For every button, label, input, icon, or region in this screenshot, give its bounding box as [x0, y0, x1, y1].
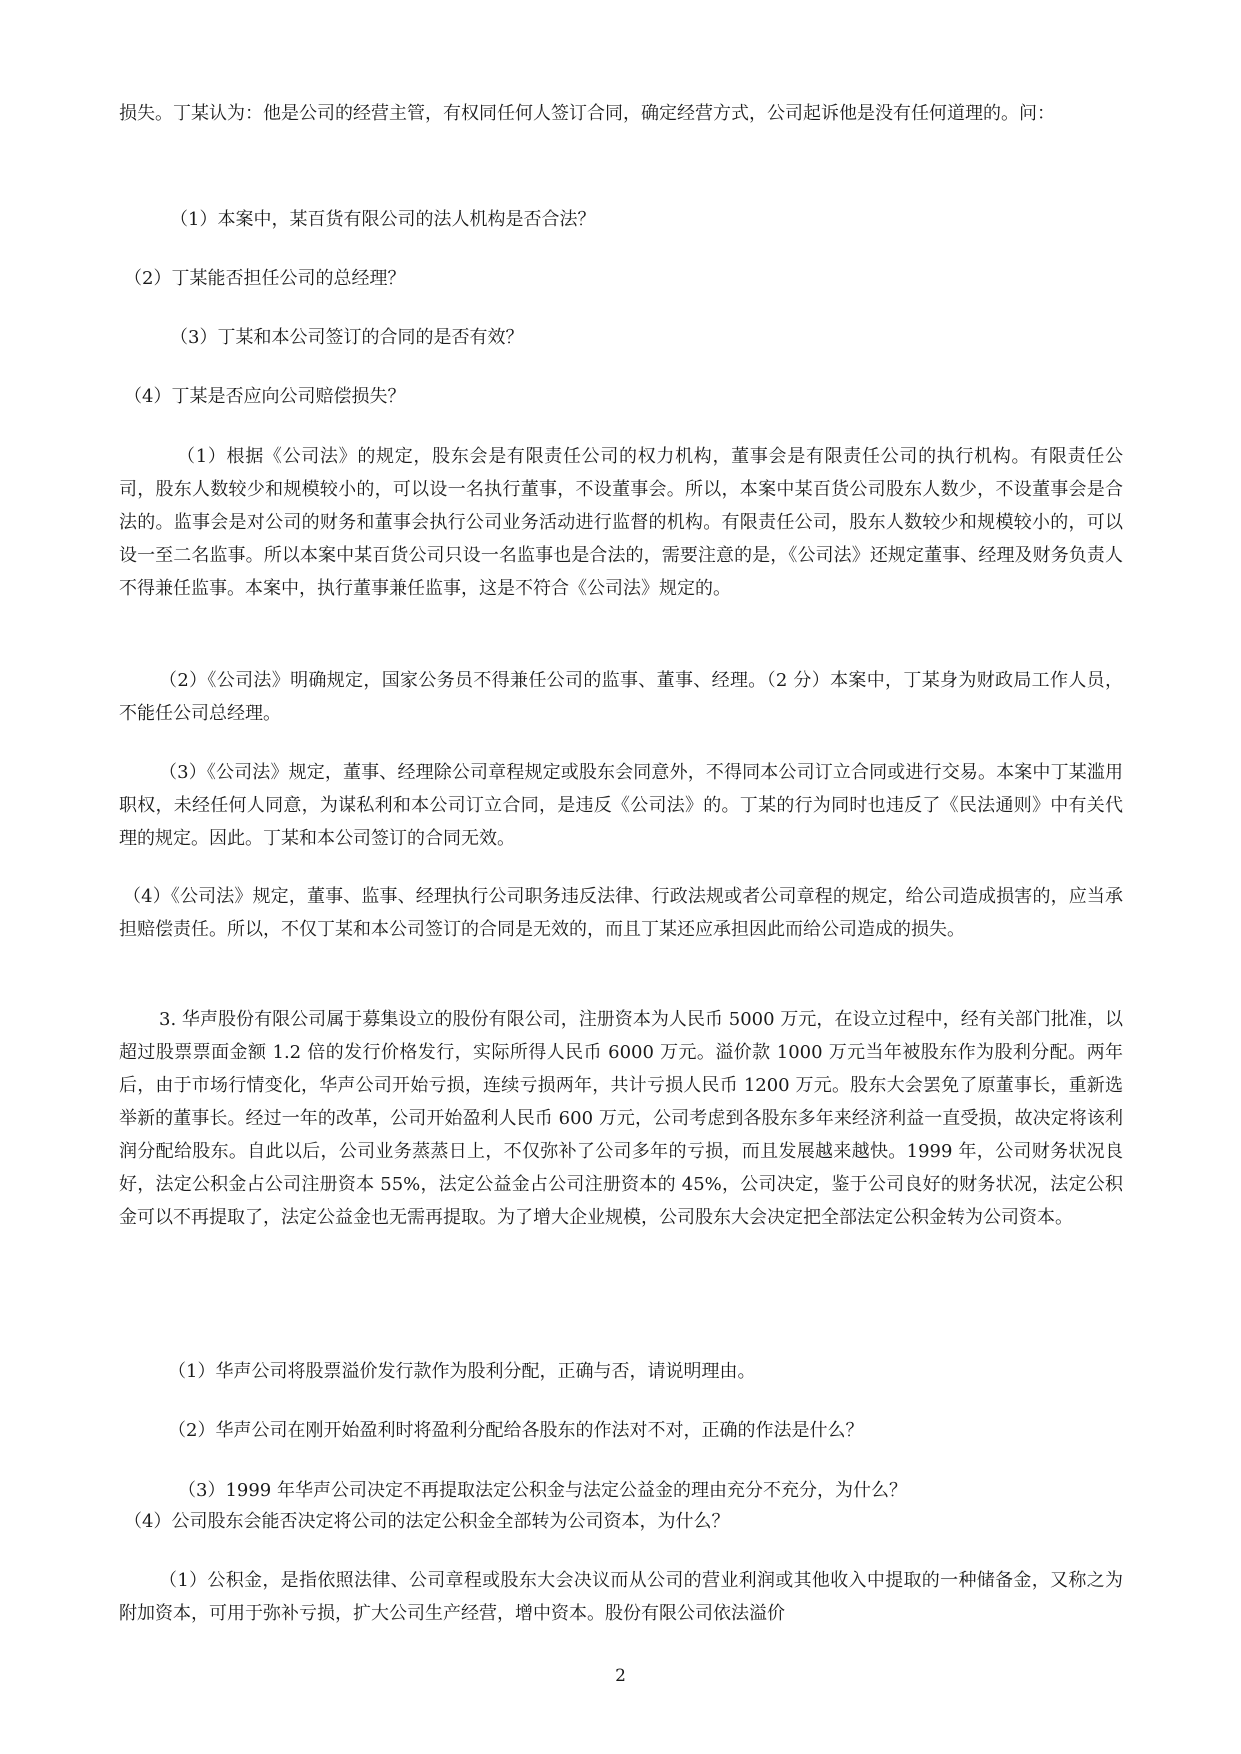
answer-4: （4）《公司法》规定，董事、监事、经理执行公司职务违反法律、行政法规或者公司章程的规定，给公司造成损害的，应当承担赔偿责任。所以，不仅丁某和本公司签订的合同是无效的，而且丁某还应承担因此而给公司造成的损失。: [119, 886, 1123, 940]
case-3-question-3: （3）1999 年华声公司决定不再提取法定公积金与法定公益金的理由充分不充分，为什么？: [178, 1480, 907, 1501]
question-2: （2）丁某能否担任公司的总经理？: [124, 268, 406, 289]
case-3-question-1: （1）华声公司将股票溢价发行款作为股利分配，正确与否，请说明理由。: [168, 1361, 756, 1382]
answer-3: （3）《公司法》规定，董事、经理除公司章程规定或股东会同意外，不得同本公司订立合同或进行交易。本案中丁某滥用职权，未经任何人同意，为谋私利和本公司订立合同，是违反《公司法》的。丁某的行为同时也违反了《民法通则》中有关代理的规定。因此。丁某和本公司签订的合同无效。: [119, 762, 1123, 849]
case-3-answer-1: （1）公积金，是指依照法律、公司章程或股东大会决议而从公司的营业利润或其他收入中提取的一种储备金，又称之为附加资本，可用于弥补亏损，扩大公司生产经营，增中资本。股份有限公司依法溢价: [119, 1570, 1123, 1624]
answer-1: （1）根据《公司法》的规定，股东会是有限责任公司的权力机构，董事会是有限责任公司的执行机构。有限责任公司，股东人数较少和规模较小的，可以设一名执行董事，不设董事会。所以，本案中某百货公司股东人数少，不设董事会是合法的。监事会是对公司的财务和董事会执行公司业务活动进行监督的机构。有限责任公司，股东人数较少和规模较小的，可以设一至二名监事。所以本案中某百货公司只设一名监事也是合法的，需要注意的是，《公司法》还规定董事、经理及财务负责人不得兼任监事。本案中，执行董事兼任监事，这是不符合《公司法》规定的。: [119, 446, 1123, 599]
answer-2: （2）《公司法》明确规定，国家公务员不得兼任公司的监事、董事、经理。（2 分）本案中，丁某身为财政局工作人员，不能任公司总经理。: [119, 670, 1123, 724]
case-3-paragraph: 3. 华声股份有限公司属于募集设立的股份有限公司，注册资本为人民币 5000 万元，在设立过程中，经有关部门批准，以超过股票票面金额 1.2 倍的发行价格发行，实际所得人民币 6000 万元。溢价款 1000 万元当年被股东作为股利分配。两年后，由于市场行情变化，华声公司开始亏损，连续亏损两年，共计亏损人民币 1200 万元。股东大会罢免了原董事长，重新选举新的董事长。经过一年的改革，公司开始盈利人民币 600 万元，公司考虑到各股东多年来经济利益一直受损，故决定将该利润分配给股东。自此以后，公司业务蒸蒸日上，不仅弥补了公司多年的亏损，而且发展越来越快。1999 年，公司财务状况良好，法定公积金占公司注册资本 55%，法定公益金占公司注册资本的 45%，公司决定，鉴于公司良好的财务状况，法定公积金可以不再提取了，法定公益金也无需再提取。为了增大企业规模，公司股东大会决定把全部法定公积金转为公司资本。: [119, 1009, 1123, 1228]
case-3-question-4: （4）公司股东会能否决定将公司的法定公积金全部转为公司资本，为什么？: [124, 1511, 730, 1532]
paragraph-case-continuation: 损失。丁某认为：他是公司的经营主管，有权同任何人签订合同，确定经营方式，公司起诉他是没有任何道理的。问：: [119, 103, 1055, 124]
question-1: （1）本案中，某百货有限公司的法人机构是否合法？: [170, 209, 596, 230]
page-number: 2: [615, 1666, 626, 1686]
case-3-question-2: （2）华声公司在刚开始盈利时将盈利分配给各股东的作法对不对，正确的作法是什么？: [168, 1420, 864, 1441]
question-3: （3）丁某和本公司签订的合同的是否有效？: [170, 327, 524, 348]
question-4: （4）丁某是否应向公司赔偿损失？: [124, 386, 406, 407]
